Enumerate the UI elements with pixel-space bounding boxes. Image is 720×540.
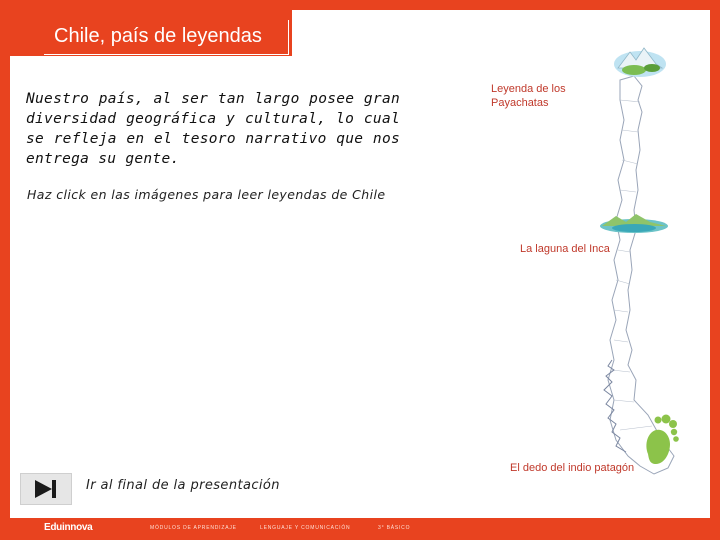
laguna-inca-legend-image[interactable]	[598, 212, 670, 234]
slide-title: Chile, país de leyendas	[54, 25, 262, 47]
intro-paragraph: Nuestro país, al ser tan largo posee gran diversidad geográfica y cultural, lo cual se refleja en el tesoro narrativo que nos entrega su gente.	[26, 91, 400, 167]
footer-bar	[0, 518, 720, 540]
footer-item-subject: LENGUAJE Y COMUNICACIÓN	[260, 525, 351, 531]
instruction-text: Haz click en las imágenes para leer leyendas de Chile	[27, 187, 386, 202]
footer-item-grade: 3° BÁSICO	[378, 525, 411, 531]
skip-to-end-icon	[21, 474, 71, 504]
payachatas-legend-image[interactable]	[612, 42, 668, 78]
right-border	[710, 0, 720, 518]
left-border	[0, 0, 10, 518]
go-to-end-link[interactable]: Ir al final de la presentación	[86, 478, 280, 493]
footer-item-modules: MÓDULOS DE APRENDIZAJE	[150, 525, 237, 531]
go-to-end-button[interactable]	[20, 473, 72, 505]
payachatas-legend-label[interactable]: Leyenda de los Payachatas	[491, 83, 566, 109]
dedo-indio-legend-label[interactable]: El dedo del indio patagón	[510, 462, 635, 474]
dedo-indio-legend-image[interactable]	[640, 410, 684, 466]
top-border	[0, 0, 720, 10]
laguna-inca-legend-label[interactable]: La laguna del Inca	[520, 243, 610, 255]
brand-logo: Eduinnova	[44, 522, 93, 533]
